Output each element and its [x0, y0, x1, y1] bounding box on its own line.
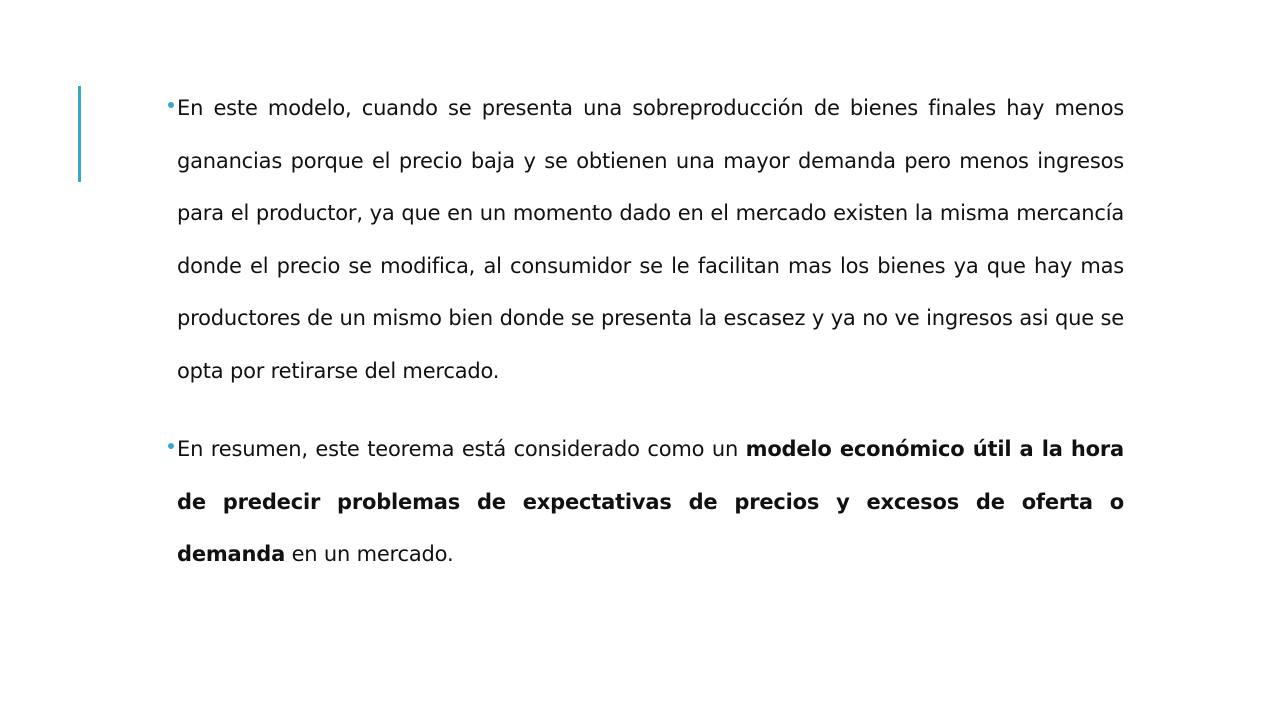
bullet-dot-icon [168, 102, 174, 108]
bullet-text-bold: modelo económico útil a la hora de predecir problemas de expectativas de precios y excesos de oferta o demanda [177, 437, 1124, 566]
bullet-item [168, 82, 1124, 397]
bullet-text-after: en un mercado. [285, 542, 454, 566]
bullet-text-before: En resumen, este teorema está considerado como un [177, 437, 746, 461]
accent-bar [78, 86, 81, 182]
slide-content [168, 82, 1124, 581]
bullet-dot-icon [168, 443, 174, 449]
bullet-text: En este modelo, cuando se presenta una sobreproducción de bienes finales hay menos ganancias porque el precio baja y se obtienen una mayor demanda pero menos ingresos para el productor, ya que en un momento dado en el mercado existen la misma mercancía donde el precio se modifica, al consumidor se le facilitan mas los bienes ya que hay mas productores de un mismo bien donde se presenta la escasez y ya no ve ingresos asi que se opta por retirarse del mercado. [177, 96, 1124, 383]
bullet-item [168, 423, 1124, 581]
